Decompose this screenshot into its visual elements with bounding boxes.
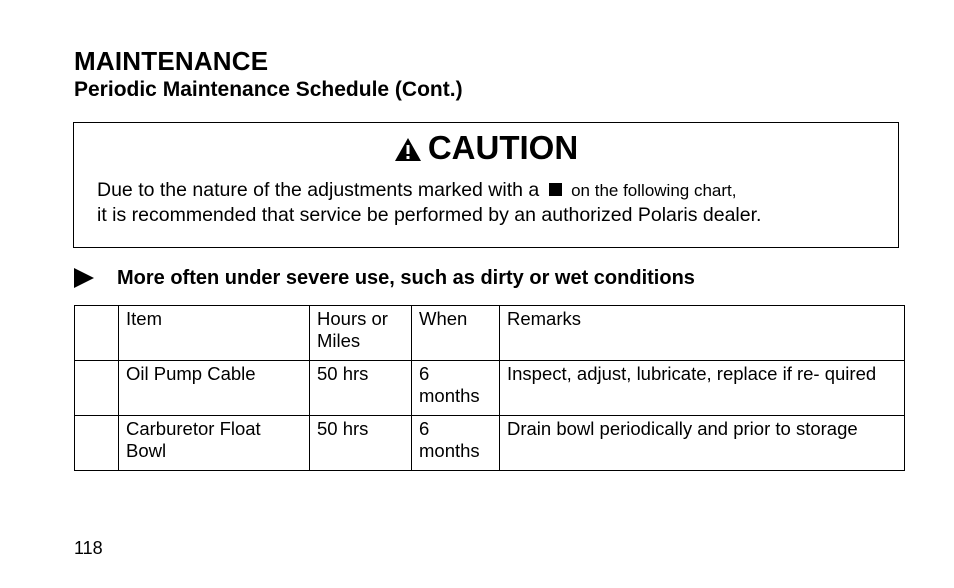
- table-cell-hours: 50 hrs: [310, 416, 412, 471]
- severe-use-note: [74, 267, 695, 290]
- section-title: MAINTENANCE: [74, 46, 269, 76]
- maintenance-table: [74, 305, 905, 471]
- column-header-remarks: Remarks: [500, 306, 905, 361]
- caution-body: [97, 178, 887, 228]
- table-cell-flag: [75, 306, 119, 361]
- black-square-icon: [549, 183, 562, 196]
- table-cell-flag: [75, 416, 119, 471]
- table-cell-when: 6 months: [412, 416, 500, 471]
- section-subtitle: Periodic Maintenance Schedule (Cont.): [74, 78, 463, 101]
- table-row: [75, 416, 905, 471]
- caution-heading-text: CAUTION: [427, 129, 579, 166]
- table-cell-remarks: Drain bowl periodically and prior to storage: [500, 416, 905, 471]
- arrow-right-icon: [74, 268, 94, 288]
- table-cell-when: 6 months: [412, 361, 500, 416]
- warning-triangle-icon: [394, 137, 422, 162]
- table-cell-flag: [75, 361, 119, 416]
- column-header-hours: Hours or Miles: [310, 306, 412, 361]
- column-header-when: When: [412, 306, 500, 361]
- page-number: 118: [74, 538, 103, 558]
- table-cell-item: Oil Pump Cable: [119, 361, 310, 416]
- table-row: [75, 361, 905, 416]
- caution-heading: [74, 129, 898, 167]
- caution-line2: it is recommended that service be performed by an authorized Polaris dealer.: [97, 204, 762, 226]
- table-cell-remarks: Inspect, adjust, lubricate, replace if re- quired: [500, 361, 905, 416]
- caution-box: [73, 122, 899, 248]
- table-header-row: [75, 306, 905, 361]
- caution-line1-b: on the following chart,: [571, 181, 737, 200]
- severe-use-note-text: More often under severe use, such as dirty or wet conditions: [117, 267, 695, 289]
- table-cell-hours: 50 hrs: [310, 361, 412, 416]
- table-cell-item: Carburetor Float Bowl: [119, 416, 310, 471]
- caution-line1-a: Due to the nature of the adjustments marked with a: [97, 179, 540, 201]
- column-header-item: Item: [119, 306, 310, 361]
